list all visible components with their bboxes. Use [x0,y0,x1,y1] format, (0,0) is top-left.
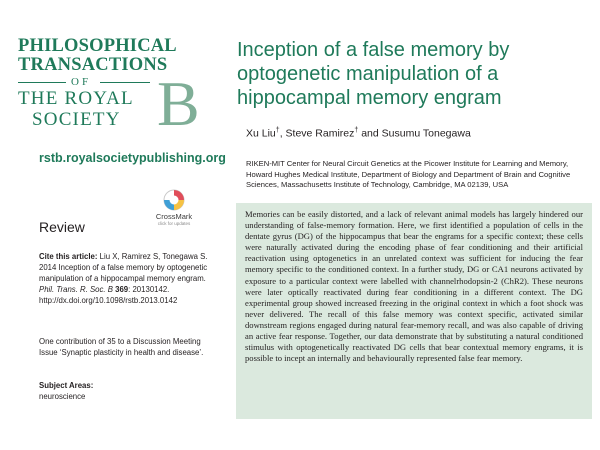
article-type-heading: Review [39,219,85,235]
author-name[interactable]: Xu Liu [246,127,276,140]
logo-line-philosophical: PHILOSOPHICAL [18,36,177,56]
logo-letter-b: B [157,68,200,139]
journal-logo [18,36,200,139]
contribution-note: One contribution of 35 to a Discussion Meeting Issue ‘Synaptic plasticity in health and disease’. [39,337,204,357]
author-conjunction: and [361,127,379,140]
crossmark-button[interactable] [152,189,196,231]
abstract-text: Memories can be easily distorted, and a lack of relevant animal models has largely hindered our understanding of false-memory formation. Here, we first identified a population of cells in the dentate gyrus (DG) of the hippocampus that bear the engrams for a specific context; these cells were naturally activated during the encoding phase of fear conditioning and their artificial reactivation using optogenetics in an unrelated context was sufficient for inducing the fear memory specific to the conditioned context. In a further study, DG or CA1 neurons activated by exposure to a particular context were labelled with channelrhodopsin-2 (ChR2). These neurons were later optically reactivated during fear conditioning in a different context. The DG experimental group showed increased freezing in the original context in which a foot shock was never delivered. The recall of this false memory was context specific, activated similar downstream regions engaged during natural fear-memory recall, and was also capable of driving an active fear response. Together, our data demonstrate that by substituting a natural conditioned stimulus with optogenetically reactivated DG cells that bear contextual memory engrams, it is possible to incept an internally and behaviourally represented false fear memory. [245,209,583,364]
citation-label: Cite this article: [39,252,98,261]
citation-pages: : 20130142. [128,285,170,294]
logo-line-transactions: TRANSACTIONS [18,55,168,75]
abstract-box [236,203,592,419]
citation-block [39,251,211,306]
crossmark-icon [163,189,185,211]
author-mark: † [275,127,280,134]
author-affiliation: RIKEN-MIT Center for Neural Circuit Genetics at the Picower Institute for Learning and Memory, Howard Hughes Medical Institute, Department of Biology and Department of Brain and Cognitive Sciences, Massachusetts Institute of Technology, Cambridge, MA 02139, USA [246,159,571,189]
subject-areas-label: Subject Areas: [39,381,94,390]
crossmark-sublabel: click for updates [157,221,191,226]
logo-rule-right [100,82,150,83]
logo-line-the-royal: THE ROYAL [18,88,134,109]
citation-volume: 369 [115,285,129,294]
logo-line-of: OF [71,76,92,88]
citation-journal: Phil. Trans. R. Soc. B [39,285,113,294]
author-name[interactable]: Steve Ramirez [285,127,355,140]
logo-rule-left [18,82,66,83]
crossmark-label: CrossMark [155,212,193,221]
author-mark: † [354,127,359,134]
citation-doi-link[interactable]: http://dx.doi.org/10.1098/rstb.2013.0142 [39,296,178,305]
logo-line-society: SOCIETY [32,109,121,130]
subject-area-link[interactable]: neuroscience [39,392,86,401]
journal-url-link[interactable]: rstb.royalsocietypublishing.org [39,151,226,165]
author-list: Xu Liu†, Steve Ramirez† and Susumu Tonegawa [246,127,471,140]
citation-text: Liu X, Ramirez S, Tonegawa S. 2014 Inception of a false memory by optogenetic manipulation of a hippocampal memory engram. [39,252,208,283]
article-title: Inception of a false memory by optogenetic manipulation of a hippocampal memory engram [237,39,510,109]
author-name[interactable]: Susumu Tonegawa [381,127,471,140]
